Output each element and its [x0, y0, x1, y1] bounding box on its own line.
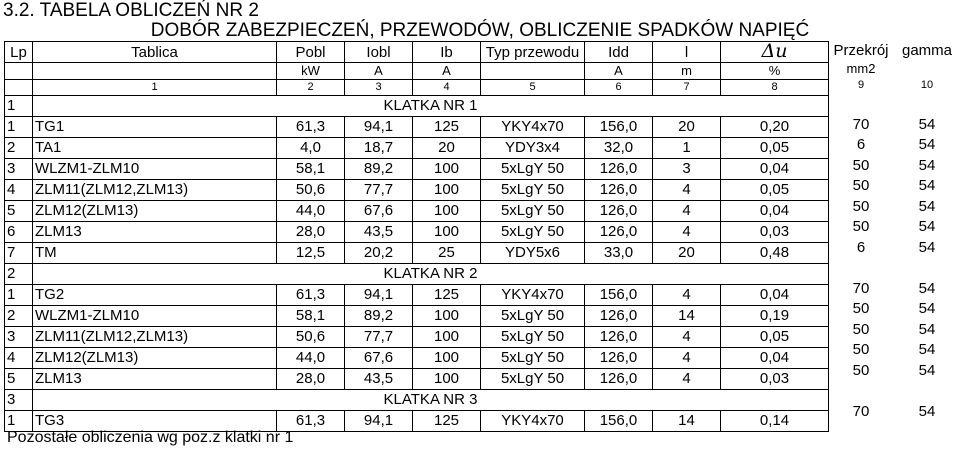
cell-l: 4 — [653, 327, 721, 348]
cell-lp: 2 — [5, 138, 33, 159]
cell-l: 20 — [653, 243, 721, 264]
cell-gamma: 54 — [918, 341, 936, 358]
cell-typ: 5xLgY 50 — [481, 369, 585, 390]
page-title: DOBÓR ZABEZPIECZEŃ, PRZEWODÓW, OBLICZENIE SPADKÓW NAPIĘĆ — [150, 20, 810, 41]
cell-gamma: 54 — [918, 300, 936, 317]
header-row-names — [5, 42, 829, 63]
calculation-table — [4, 41, 829, 432]
cell-przekroj: 50 — [852, 218, 870, 235]
cell-du: 0,05 — [721, 138, 829, 159]
cell-tablica: TM — [33, 243, 277, 264]
cell-ib: 100 — [413, 159, 481, 180]
unit-lp — [5, 63, 33, 80]
cell-pobl: 58,1 — [277, 306, 345, 327]
cell-l: 4 — [653, 348, 721, 369]
cell-tablica: TG1 — [33, 117, 277, 138]
cell-idd: 126,0 — [585, 180, 653, 201]
cell-przekroj: 6 — [856, 238, 866, 256]
table-row — [5, 138, 829, 159]
cell-idd: 33,0 — [585, 243, 653, 264]
cell-przekroj: 50 — [852, 197, 870, 215]
cell-tablica: ZLM12(ZLM13) — [33, 201, 277, 222]
unit-tablica — [33, 63, 277, 80]
cell-ib: 100 — [413, 222, 481, 243]
cell-gamma: 54 — [918, 218, 936, 235]
cell-du: 0,05 — [721, 180, 829, 201]
cell-przekroj: 70 — [852, 402, 870, 420]
cell-l: 20 — [653, 117, 721, 138]
cell-du: 0,20 — [721, 117, 829, 138]
cell-iobl: 94,1 — [345, 117, 413, 138]
cell-iobl: 77,7 — [345, 180, 413, 201]
cell-typ: YDY3x4 — [481, 138, 585, 159]
section-header-row — [5, 264, 829, 285]
cell-l: 1 — [653, 138, 721, 159]
cell-idd: 126,0 — [585, 222, 653, 243]
cell-przekroj: 70 — [852, 115, 870, 133]
cell-ib: 20 — [413, 138, 481, 159]
cell-iobl: 89,2 — [345, 306, 413, 327]
section-number: 1 — [5, 96, 33, 117]
cell-ib: 100 — [413, 369, 481, 390]
cell-tablica: ZLM13 — [33, 222, 277, 243]
cell-tablica: TA1 — [33, 138, 277, 159]
cell-du: 0,48 — [721, 243, 829, 264]
cell-l: 4 — [653, 369, 721, 390]
num-7: 7 — [653, 80, 721, 96]
cell-typ: YDY5x6 — [481, 243, 585, 264]
unit-pobl: kW — [277, 63, 345, 80]
cell-typ: 5xLgY 50 — [481, 306, 585, 327]
cell-l: 3 — [653, 159, 721, 180]
cell-idd: 126,0 — [585, 306, 653, 327]
table-row — [5, 348, 829, 369]
cell-przekroj: 6 — [856, 136, 866, 153]
header-gamma: gamma — [901, 42, 953, 59]
section-title: 3.2. TABELA OBLICZEŃ NR 2 — [3, 0, 259, 21]
num-5: 5 — [481, 80, 585, 96]
cell-typ: YKY4x70 — [481, 117, 585, 138]
cell-gamma: 54 — [918, 279, 936, 297]
num-3: 3 — [345, 80, 413, 96]
header-row-numbers — [5, 80, 829, 96]
cell-przekroj: 50 — [852, 156, 870, 174]
cell-lp: 2 — [5, 306, 33, 327]
cell-typ: 5xLgY 50 — [481, 348, 585, 369]
cell-lp: 1 — [5, 117, 33, 138]
unit-du: % — [721, 63, 829, 80]
unit-przekroj: mm2 — [846, 61, 876, 76]
table-row — [5, 180, 829, 201]
unit-iobl: A — [345, 63, 413, 80]
header-typ-przewodu: Typ przewodu — [481, 42, 585, 63]
cell-du: 0,14 — [721, 411, 829, 432]
num-1: 1 — [33, 80, 277, 96]
cell-ib: 100 — [413, 306, 481, 327]
cell-l: 4 — [653, 222, 721, 243]
table-row — [5, 327, 829, 348]
cell-tablica: TG2 — [33, 285, 277, 306]
section-name: KLATKA NR 3 — [33, 390, 829, 411]
cell-iobl: 43,5 — [345, 222, 413, 243]
table-row — [5, 117, 829, 138]
cell-du: 0,04 — [721, 201, 829, 222]
cell-pobl: 4,0 — [277, 138, 345, 159]
cell-du: 0,03 — [721, 369, 829, 390]
num-lp — [5, 80, 33, 96]
cell-przekroj: 70 — [852, 279, 870, 297]
cell-typ: 5xLgY 50 — [481, 222, 585, 243]
cell-ib: 25 — [413, 243, 481, 264]
cell-gamma: 54 — [918, 238, 936, 256]
section-name: KLATKA NR 2 — [33, 264, 829, 285]
cell-du: 0,04 — [721, 348, 829, 369]
cell-tablica: WLZM1-ZLM10 — [33, 306, 277, 327]
section-name: KLATKA NR 1 — [33, 96, 829, 117]
cell-l: 4 — [653, 201, 721, 222]
header-idd: Idd — [585, 42, 653, 63]
cell-pobl: 61,3 — [277, 117, 345, 138]
cell-du: 0,03 — [721, 222, 829, 243]
delta-u-symbol: Δu — [761, 41, 788, 62]
cell-przekroj: 50 — [852, 300, 870, 317]
cell-ib: 100 — [413, 348, 481, 369]
cell-ib: 125 — [413, 117, 481, 138]
header-ib: Ib — [413, 42, 481, 63]
cell-idd: 126,0 — [585, 201, 653, 222]
cell-idd: 126,0 — [585, 369, 653, 390]
cell-idd: 126,0 — [585, 327, 653, 348]
header-lp: Lp — [5, 42, 33, 63]
cell-gamma: 54 — [918, 177, 936, 194]
cell-tablica: ZLM11(ZLM12,ZLM13) — [33, 180, 277, 201]
header-row-units — [5, 63, 829, 80]
cell-pobl: 28,0 — [277, 222, 345, 243]
cell-lp: 5 — [5, 369, 33, 390]
cell-typ: 5xLgY 50 — [481, 201, 585, 222]
table-row — [5, 159, 829, 180]
unit-l: m — [653, 63, 721, 80]
cell-pobl: 12,5 — [277, 243, 345, 264]
unit-idd: A — [585, 63, 653, 80]
cell-idd: 156,0 — [585, 285, 653, 306]
cell-pobl: 28,0 — [277, 369, 345, 390]
header-przekroj: Przekrój — [833, 42, 889, 59]
cell-iobl: 77,7 — [345, 327, 413, 348]
num-2: 2 — [277, 80, 345, 96]
num-10: 10 — [920, 79, 934, 91]
cell-gamma: 54 — [918, 197, 936, 215]
header-pobl: Pobl — [277, 42, 345, 63]
header-delta-u — [721, 42, 829, 63]
cell-lp: 3 — [5, 159, 33, 180]
cell-gamma: 54 — [918, 115, 936, 133]
cell-du: 0,05 — [721, 327, 829, 348]
cell-pobl: 61,3 — [277, 285, 345, 306]
cell-tablica: ZLM11(ZLM12,ZLM13) — [33, 327, 277, 348]
cell-ib: 125 — [413, 285, 481, 306]
cell-iobl: 43,5 — [345, 369, 413, 390]
cell-tablica: WLZM1-ZLM10 — [33, 159, 277, 180]
cell-lp: 6 — [5, 222, 33, 243]
cell-lp: 5 — [5, 201, 33, 222]
cell-typ: 5xLgY 50 — [481, 327, 585, 348]
cell-idd: 156,0 — [585, 117, 653, 138]
cell-ib: 100 — [413, 201, 481, 222]
cell-pobl: 61,3 — [277, 411, 345, 432]
section-number: 3 — [5, 390, 33, 411]
cell-idd: 32,0 — [585, 138, 653, 159]
cell-iobl: 67,6 — [345, 201, 413, 222]
cell-typ: YKY4x70 — [481, 285, 585, 306]
cell-przekroj: 50 — [852, 341, 870, 358]
cell-lp: 4 — [5, 348, 33, 369]
section-header-row — [5, 96, 829, 117]
cell-gamma: 54 — [918, 402, 936, 420]
cell-tablica: ZLM12(ZLM13) — [33, 348, 277, 369]
num-9: 9 — [857, 79, 865, 91]
cell-ib: 125 — [413, 411, 481, 432]
cell-iobl: 94,1 — [345, 411, 413, 432]
cell-lp: 7 — [5, 243, 33, 264]
cell-lp: 1 — [5, 285, 33, 306]
cell-iobl: 20,2 — [345, 243, 413, 264]
cell-iobl: 67,6 — [345, 348, 413, 369]
cell-iobl: 89,2 — [345, 159, 413, 180]
cell-iobl: 18,7 — [345, 138, 413, 159]
cell-typ: YKY4x70 — [481, 411, 585, 432]
cell-pobl: 44,0 — [277, 201, 345, 222]
cell-gamma: 54 — [918, 320, 936, 338]
cell-ib: 100 — [413, 327, 481, 348]
cell-l: 14 — [653, 411, 721, 432]
cell-pobl: 58,1 — [277, 159, 345, 180]
cell-lp: 3 — [5, 327, 33, 348]
section-header-row — [5, 390, 829, 411]
header-l: l — [653, 42, 721, 63]
cell-lp: 4 — [5, 180, 33, 201]
num-8: 8 — [721, 80, 829, 96]
unit-typ — [481, 63, 585, 80]
table-row — [5, 285, 829, 306]
cell-lp: 1 — [5, 411, 33, 432]
header-iobl: Iobl — [345, 42, 413, 63]
cell-gamma: 54 — [918, 361, 936, 379]
cell-iobl: 94,1 — [345, 285, 413, 306]
cell-gamma: 54 — [918, 156, 936, 174]
cell-tablica: TG3 — [33, 411, 277, 432]
num-6: 6 — [585, 80, 653, 96]
cell-pobl: 50,6 — [277, 180, 345, 201]
cell-typ: 5xLgY 50 — [481, 180, 585, 201]
cell-tablica: ZLM13 — [33, 369, 277, 390]
cell-du: 0,19 — [721, 306, 829, 327]
cell-du: 0,04 — [721, 159, 829, 180]
cell-l: 4 — [653, 285, 721, 306]
cell-du: 0,04 — [721, 285, 829, 306]
table-row — [5, 243, 829, 264]
num-4: 4 — [413, 80, 481, 96]
section-number: 2 — [5, 264, 33, 285]
cell-idd: 126,0 — [585, 159, 653, 180]
table-row — [5, 222, 829, 243]
cell-pobl: 44,0 — [277, 348, 345, 369]
cell-idd: 126,0 — [585, 348, 653, 369]
cell-przekroj: 50 — [852, 177, 870, 194]
cell-l: 14 — [653, 306, 721, 327]
table-row — [5, 369, 829, 390]
cell-przekroj: 50 — [852, 361, 870, 379]
footer-note: Pozostałe obliczenia wg poz.z klatki nr 1 — [7, 429, 294, 446]
cell-pobl: 50,6 — [277, 327, 345, 348]
cell-idd: 156,0 — [585, 411, 653, 432]
cell-typ: 5xLgY 50 — [481, 159, 585, 180]
cell-l: 4 — [653, 180, 721, 201]
table-row — [5, 306, 829, 327]
cell-gamma: 54 — [918, 136, 936, 153]
header-tablica: Tablica — [33, 42, 277, 63]
cell-przekroj: 50 — [852, 320, 870, 338]
unit-ib: A — [413, 63, 481, 80]
table-row — [5, 201, 829, 222]
cell-ib: 100 — [413, 180, 481, 201]
